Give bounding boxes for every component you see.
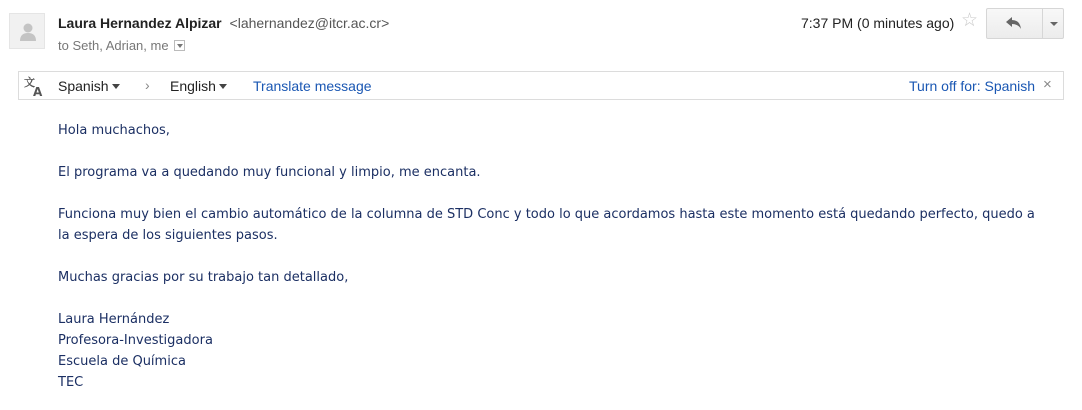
translate-message-link[interactable]: Translate message bbox=[253, 78, 372, 94]
target-language-label: English bbox=[170, 78, 216, 94]
person-icon bbox=[19, 22, 37, 42]
signature-line: TEC bbox=[58, 375, 84, 390]
reply-icon bbox=[1006, 17, 1022, 29]
target-language-select[interactable] bbox=[170, 78, 227, 94]
signature-line: Profesora-Investigadora bbox=[58, 333, 213, 348]
svg-text:A: A bbox=[33, 85, 43, 97]
translate-bar bbox=[18, 71, 1064, 100]
greeting: Hola muchachos, bbox=[58, 123, 170, 138]
message-body bbox=[58, 120, 1048, 393]
reply-button-group bbox=[986, 8, 1064, 39]
chevron-down-icon bbox=[112, 84, 120, 89]
paragraph-2: Funciona muy bien el cambio automático de la columna de STD Conc y todo lo que acordamos hasta este momento está quedando perfecto, quedo a la espera de los siguientes pasos. bbox=[58, 207, 1035, 243]
paragraph-1: El programa va a quedando muy funcional y limpio, me encanta. bbox=[58, 165, 481, 180]
sender-line bbox=[58, 15, 389, 31]
message-time: 7:37 PM (0 minutes ago) bbox=[801, 15, 955, 31]
signature-line: Laura Hernández bbox=[58, 312, 170, 327]
avatar bbox=[9, 13, 45, 49]
source-language-label: Spanish bbox=[58, 78, 109, 94]
paragraph-3: Muchas gracias por su trabajo tan detallado, bbox=[58, 270, 349, 285]
sender-email: <lahernandez@itcr.ac.cr> bbox=[229, 15, 390, 31]
turn-off-translation-link[interactable]: Turn off for: Spanish bbox=[909, 78, 1036, 94]
recipients-line bbox=[58, 38, 185, 53]
close-icon[interactable]: × bbox=[1043, 76, 1052, 93]
signature bbox=[58, 309, 1048, 393]
star-icon[interactable]: ☆ bbox=[961, 10, 979, 31]
reply-button[interactable] bbox=[987, 9, 1043, 38]
translate-icon bbox=[23, 75, 45, 97]
signature-line: Escuela de Química bbox=[58, 354, 186, 369]
source-language-select[interactable] bbox=[58, 78, 120, 94]
chevron-down-icon bbox=[219, 84, 227, 89]
sender-name[interactable]: Laura Hernandez Alpizar bbox=[58, 15, 222, 31]
more-actions-button[interactable] bbox=[1043, 9, 1064, 38]
arrow-right-icon: › bbox=[145, 77, 150, 93]
recipients-text: to Seth, Adrian, me bbox=[58, 38, 169, 53]
recipients-details-toggle[interactable] bbox=[174, 40, 185, 51]
svg-text:文: 文 bbox=[24, 76, 35, 89]
